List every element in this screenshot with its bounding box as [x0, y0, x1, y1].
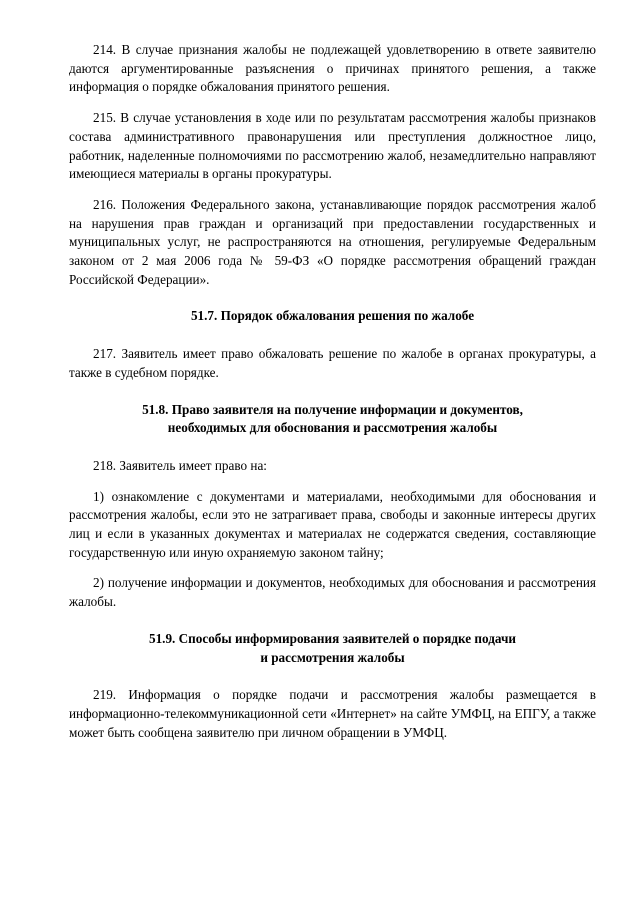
section-heading-51-9-line2: и рассмотрения жалобы [260, 649, 405, 665]
paragraph-215: 215. В случае установления в ходе или по результатам рассмотрения жалобы признаков состава административного правонарушения или преступления должностное лицо, работник, наделенные полномочиями по рассмотрению жалоб, незамедлительно направляют имеющиеся материалы в органы прокуратуры. [69, 110, 596, 182]
paragraph-218-item-1: 1) ознакомление с документами и материалами, необходимыми для обоснования и рассмотрения жалобы, если это не затрагивает права, свободы и законные интересы других лиц и если в указанных документах и материалах не содержатся сведения, составляющие государственную или иную охраняемую законом тайну; [69, 488, 596, 560]
paragraph-218-item-2: 2) получение информации и документов, необходимых для обоснования и рассмотрения жалобы. [69, 575, 596, 610]
section-heading-51-8 [69, 401, 596, 438]
document-page [69, 41, 596, 754]
section-heading-51-8-line1: 51.8. Право заявителя на получение информации и документов, [142, 401, 523, 417]
section-heading-51-7-text: 51.7. Порядок обжалования решения по жалобе [190, 308, 475, 324]
paragraph-219: 219. Информация о порядке подачи и рассмотрения жалобы размещается в информационно-телекоммуникационной сети «Интернет» на сайте УМФЦ, на ЕПГУ, а также может быть сообщена заявителю при личном обращении в УМФЦ. [69, 687, 596, 740]
section-heading-51-9 [69, 630, 596, 667]
section-heading-51-7 [69, 307, 596, 326]
section-heading-51-8-line2: необходимых для обоснования и рассмотрения жалобы [167, 420, 498, 436]
paragraph-217: 217. Заявитель имеет право обжаловать решение по жалобе в органах прокуратуры, а также в судебном порядке. [69, 346, 596, 380]
section-heading-51-9-line1: 51.9. Способы информирования заявителей о порядке подачи [148, 630, 517, 646]
paragraph-218: 218. Заявитель имеет право на: [93, 457, 267, 473]
paragraph-216: 216. Положения Федерального закона, устанавливающие порядок рассмотрения жалоб на нарушения прав граждан и организаций при предоставлении государственных и муниципальных услуг, не распространяются на отношения, регулируемые Федеральным законом от 2 мая 2006 года № 59-ФЗ «О порядке рассмотрения обращений граждан Российской Федерации». [69, 196, 596, 287]
paragraph-214: 214. В случае признания жалобы не подлежащей удовлетворению в ответе заявителю даются аргументированные разъяснения о причинах принятого решения, а также информация о порядке обжалования принятого решения. [69, 42, 596, 95]
